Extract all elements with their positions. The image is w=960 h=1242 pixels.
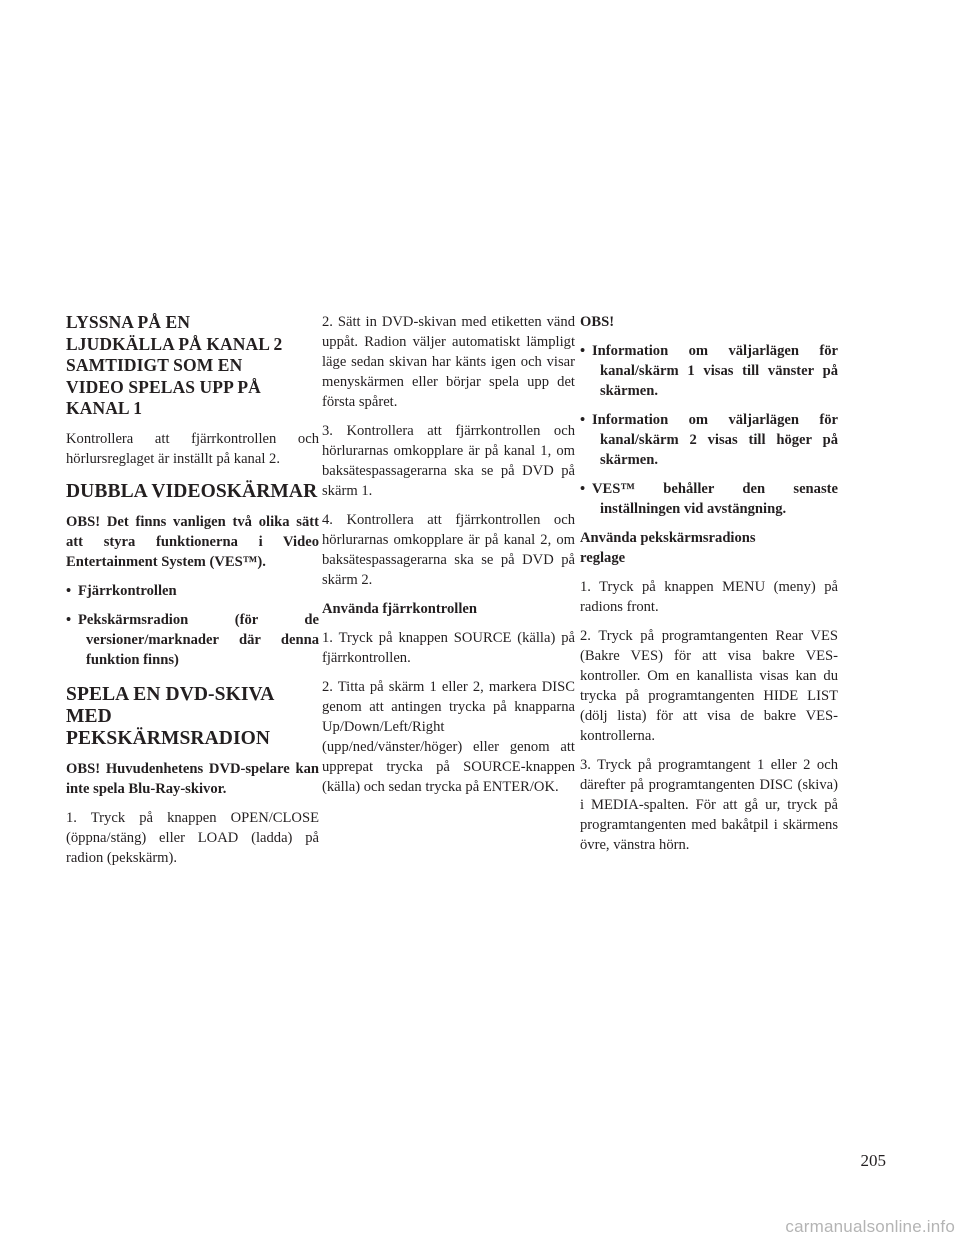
column-middle xyxy=(322,312,575,806)
step-channel-1: 3. Kontrollera att fjärrkontrollen och hörlurarnas omkopplare är på kanal 1, om baksätespassagerarna ska se på DVD på skärm 1. xyxy=(322,423,575,499)
bullet-screen-2: • Information om väljarlägen för kanal/skärm 2 visas till höger på skärmen. xyxy=(580,412,838,468)
column-left xyxy=(66,312,319,877)
heading-dual-screens: DUBBLA VIDEOSKÄRMAR xyxy=(66,480,318,502)
step-disc-softkey: 3. Tryck på programtangent 1 eller 2 och därefter på programtangenten DISC (skiva) i MEDIA-spalten. För att gå ur, tryck på programtangenten med bakåtpil i skärmens övre, vänstra hörn. xyxy=(580,757,838,853)
step-rear-ves: 2. Tryck på programtangenten Rear VES (Bakre VES) för att visa bakre VES-kontroller. Om en kanallista visas kan du trycka på programtangenten HIDE LIST (dölj lista) för att visa de bakre VES-kontrollerna. xyxy=(580,628,838,744)
subheading-use-remote: Använda fjärrkontrollen xyxy=(322,601,478,617)
bullet-touchscreen: • Pekskärmsradion (för de versioner/marknader där denna funktion finns) xyxy=(66,611,319,668)
note-bluray: OBS! Huvudenhetens DVD-spelare kan inte spela Blu-Ray-skivor. xyxy=(66,760,319,797)
bullet-remote: • Fjärrkontrollen xyxy=(66,582,177,599)
heading-listen-channel-2: LYSSNA PÅ EN LJUDKÄLLA PÅ KANAL 2 SAMTIDIGT SOM EN VIDEO SPELAS UPP PÅ KANAL 1 xyxy=(66,312,283,419)
paragraph-check-remote: Kontrollera att fjärrkontrollen och hörlursreglaget är inställt på kanal 2. xyxy=(66,430,319,467)
step-insert-dvd: 2. Sätt in DVD-skivan med etiketten vänd uppåt. Radion väljer automatiskt lämpligt läge sedan skivan har känts igen och visar menyskärmen eller börjar spela upp det första spåret. xyxy=(322,314,575,410)
heading-play-dvd: SPELA EN DVD-SKIVA MED PEKSKÄRMSRADION xyxy=(66,683,275,749)
watermark: carmanualsonline.info xyxy=(785,1217,955,1236)
step-channel-2: 4. Kontrollera att fjärrkontrollen och hörlurarnas omkopplare är på kanal 2, om baksätespassagerarna ska se på DVD på skärm 2. xyxy=(322,512,575,588)
step-source-button: 1. Tryck på knappen SOURCE (källa) på fjärrkontrollen. xyxy=(322,630,575,666)
column-right xyxy=(580,312,838,864)
bullet-screen-1: • Information om väljarlägen för kanal/skärm 1 visas till vänster på skärmen. xyxy=(580,343,838,399)
step-select-disc: 2. Titta på skärm 1 eller 2, markera DISC genom att antingen trycka på knapparna Up/Down/Left/Right (upp/ned/vänster/höger) eller genom att upprepat trycka på SOURCE-knappen (källa) och sedan trycka på ENTER/OK. xyxy=(322,679,575,795)
subheading-touchscreen-controls: Använda pekskärmsradions reglage xyxy=(580,530,756,566)
note-label: OBS! xyxy=(580,314,615,330)
bullet-ves-memory: • VES™ behåller den senaste inställningen vid avstängning. xyxy=(580,481,838,517)
step-open-close: 1. Tryck på knappen OPEN/CLOSE (öppna/stäng) eller LOAD (ladda) på radion (pekskärm). xyxy=(66,809,319,866)
note-two-ways: OBS! Det finns vanligen två olika sätt att styra funktionerna i Video Entertainment System (VES™). xyxy=(66,513,319,570)
page-number: 205 xyxy=(860,1151,886,1170)
step-menu-button: 1. Tryck på knappen MENU (meny) på radions front. xyxy=(580,579,838,615)
